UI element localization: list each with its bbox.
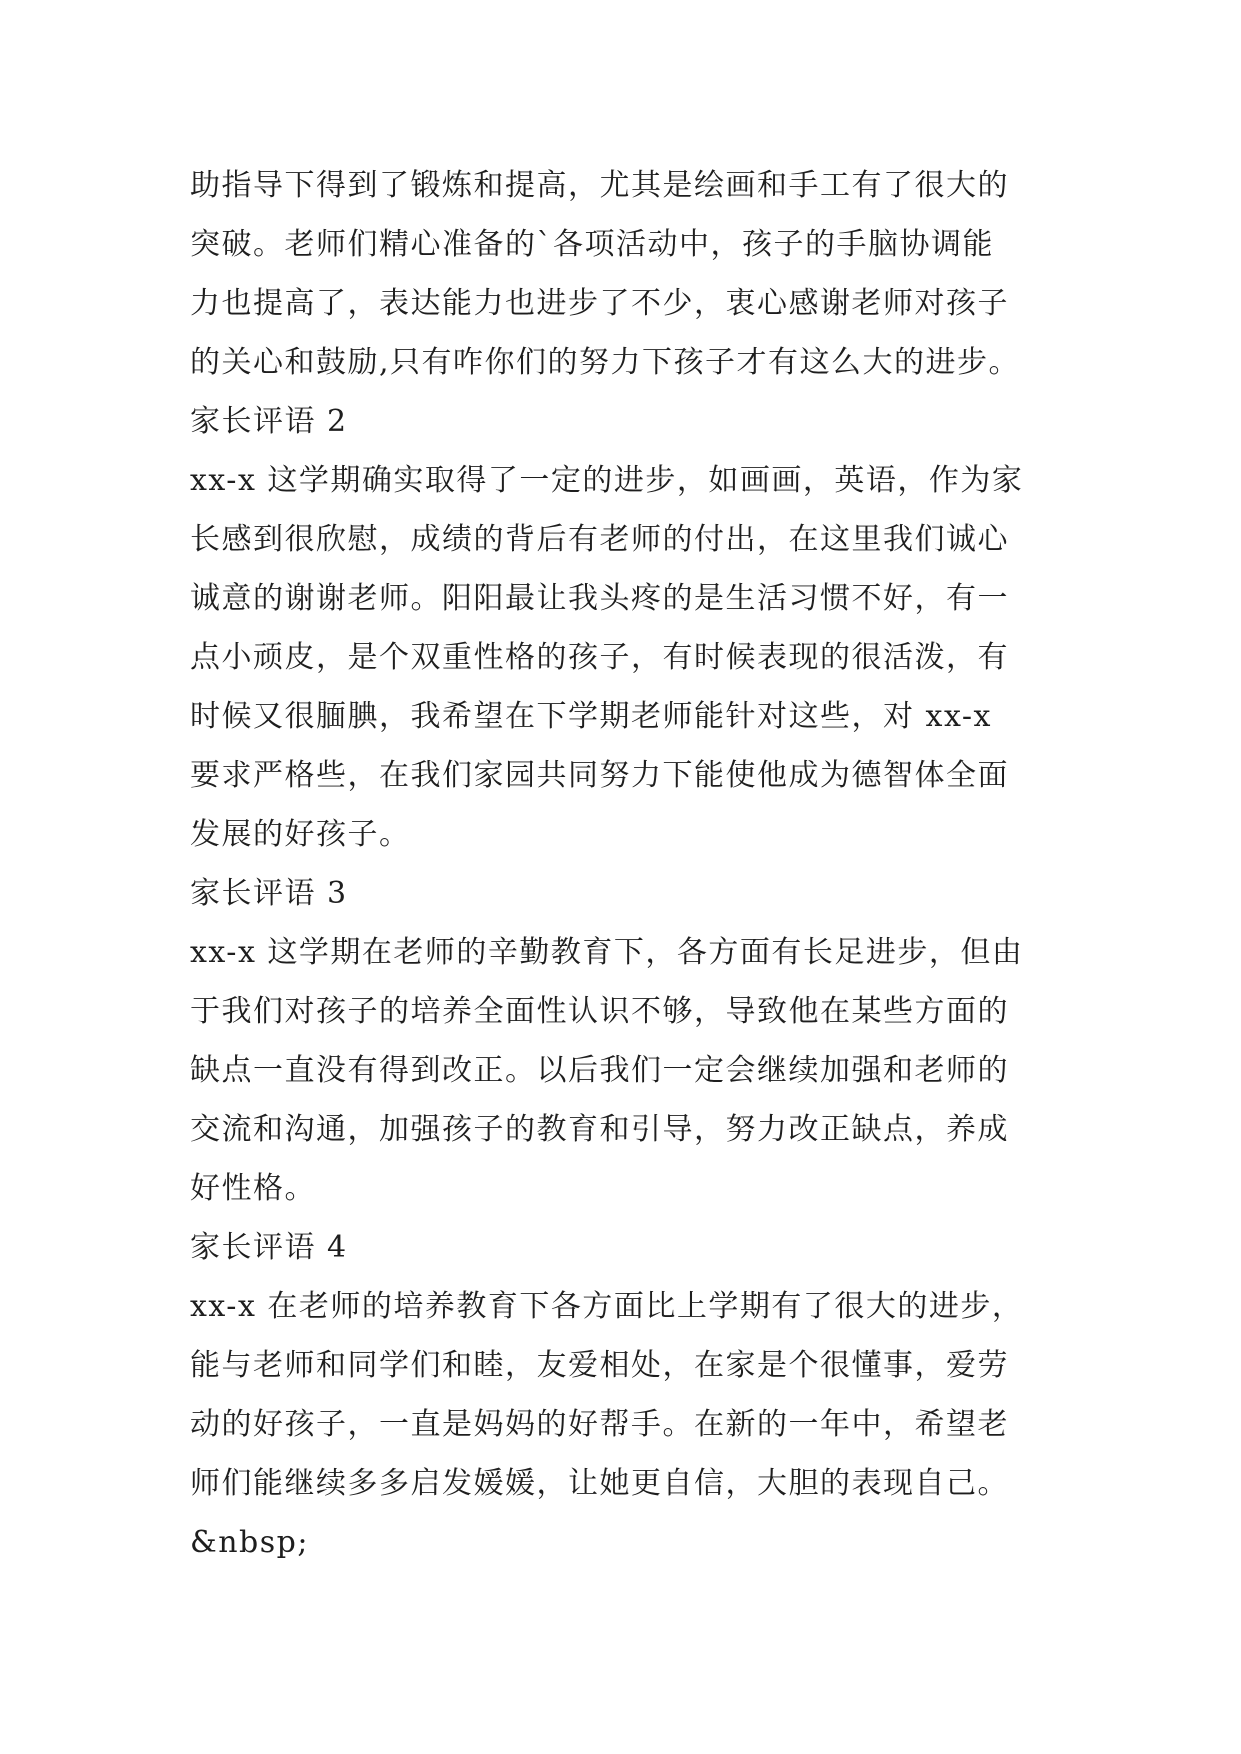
paragraph-line: &nbsp; [190,1525,309,1560]
paragraph-line: 诚意的谢谢老师。阳阳最让我头疼的是生活习惯不好，有一 [190,581,1009,616]
section-heading: 家长评语 2 [190,404,348,439]
paragraph [190,1277,1060,1572]
paragraph-line: xx-x 这学期确实取得了一定的进步，如画画，英语，作为家 [190,463,1024,498]
paragraph-line: xx-x 这学期在老师的辛勤教育下，各方面有长足进步，但由 [190,935,1024,970]
paragraph-line: 突破。老师们精心准备的`各项活动中，孩子的手脑协调能 [190,227,994,262]
paragraph-line: 师们能继续多多启发媛媛，让她更自信，大胆的表现自己。 [190,1466,1009,1501]
paragraph-line: 动的好孩子，一直是妈妈的好帮手。在新的一年中，希望老 [190,1407,1009,1442]
paragraph-line: 发展的好孩子。 [190,817,411,852]
paragraph-line: 要求严格些，在我们家园共同努力下能使他成为德智体全面 [190,758,1009,793]
paragraph-line: 的关心和鼓励,只有咋你们的努力下孩子才有这么大的进步。 [190,345,1021,380]
section-heading: 家长评语 3 [190,876,348,911]
section-heading: 家长评语 4 [190,1230,348,1265]
paragraph-line: 力也提高了，表达能力也进步了不少，衷心感谢老师对孩子 [190,286,1009,321]
paragraph-line: 点小顽皮，是个双重性格的孩子，有时候表现的很活泼，有 [190,640,1009,675]
paragraph-line: 缺点一直没有得到改正。以后我们一定会继续加强和老师的 [190,1053,1009,1088]
paragraph [190,451,1060,864]
paragraph-line: 助指导下得到了锻炼和提高，尤其是绘画和手工有了很大的 [190,168,1009,203]
paragraph [190,156,1060,392]
paragraph-line: xx-x 在老师的培养教育下各方面比上学期有了很大的进步， [190,1289,1024,1324]
document-body [190,156,1060,1572]
paragraph-line: 于我们对孩子的培养全面性认识不够，导致他在某些方面的 [190,994,1009,1029]
paragraph-line: 能与老师和同学们和睦，友爱相处，在家是个很懂事，爱劳 [190,1348,1009,1383]
paragraph-line: 交流和沟通，加强孩子的教育和引导，努力改正缺点，养成 [190,1112,1009,1147]
paragraph-line: 好性格。 [190,1171,316,1206]
paragraph-line: 时候又很腼腆，我希望在下学期老师能针对这些，对 xx-x [190,699,992,734]
paragraph-line: 长感到很欣慰，成绩的背后有老师的付出，在这里我们诚心 [190,522,1009,557]
paragraph [190,923,1060,1218]
